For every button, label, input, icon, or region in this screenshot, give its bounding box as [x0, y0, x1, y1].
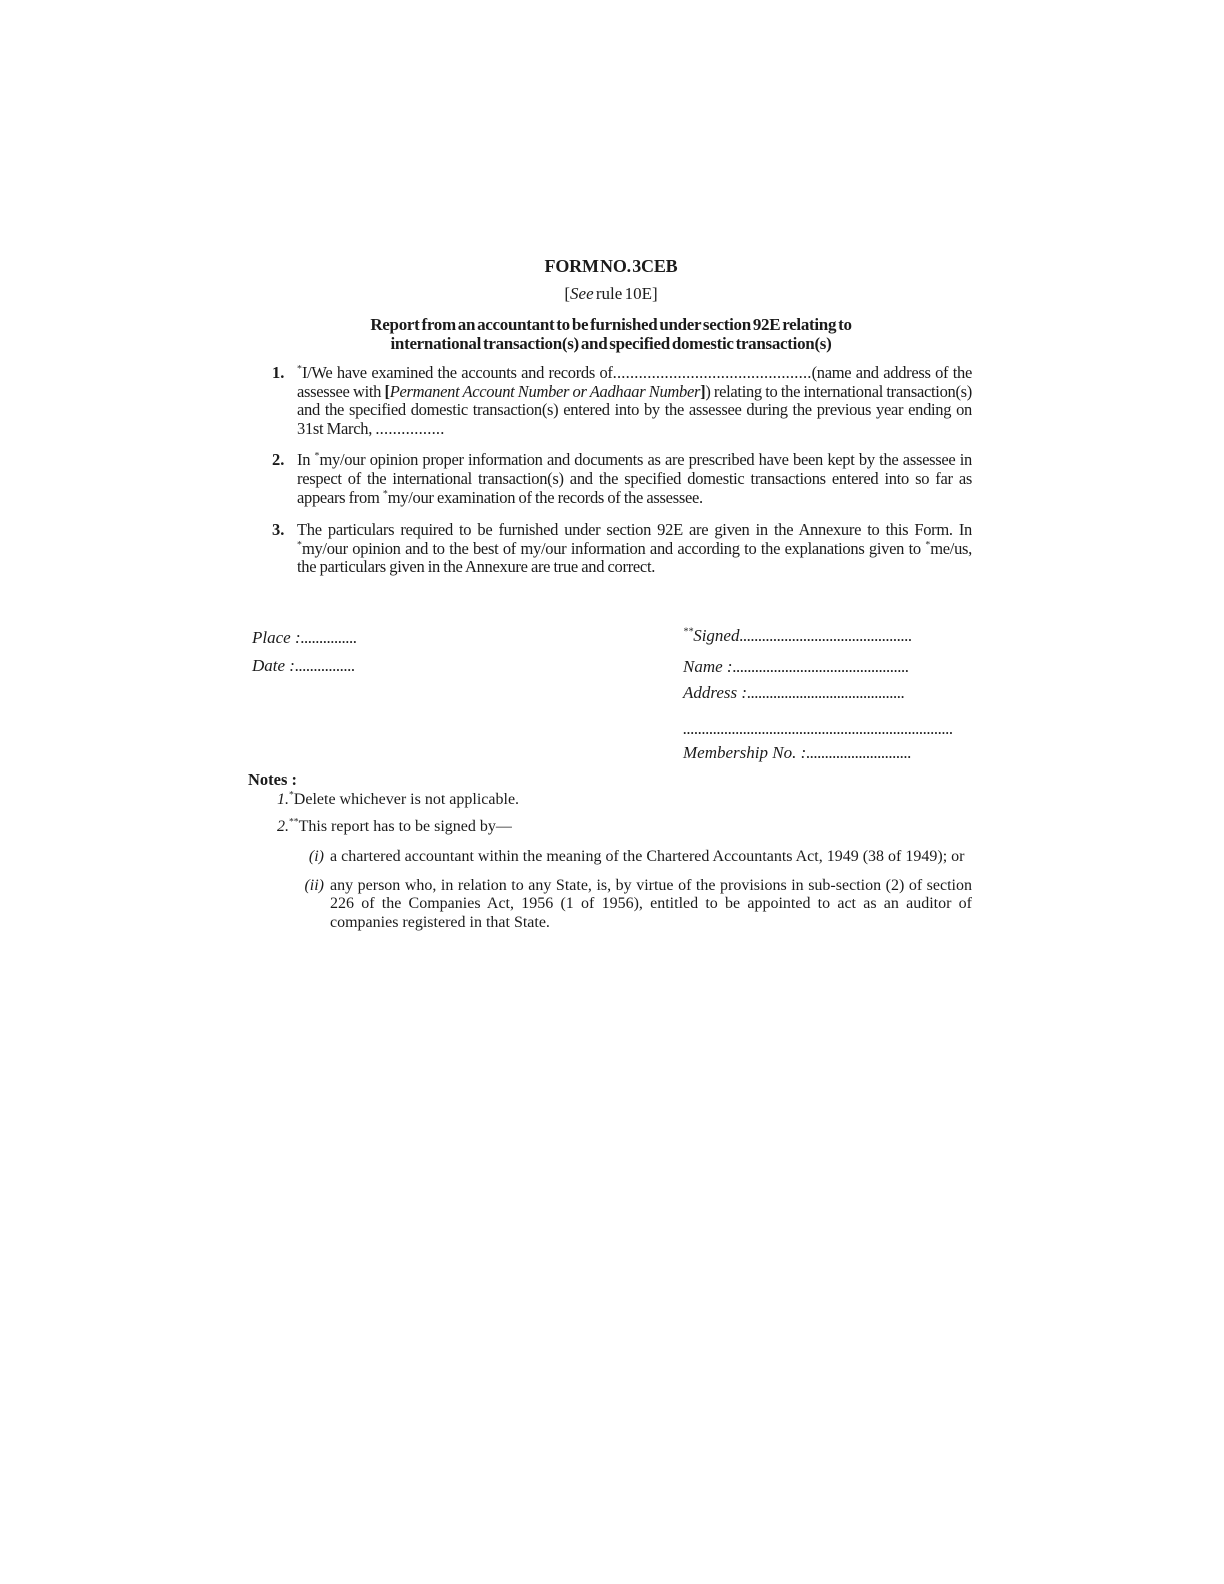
clause-2-number: 2.	[272, 450, 285, 470]
note-1	[250, 791, 972, 810]
place-date-block	[252, 628, 357, 684]
membership-label: Membership No. :	[683, 742, 807, 762]
clause-1-part-3: ) relating to the international transaction(s) and the specified domestic transaction(s) entered into by the assessee during the previous year ending on 31st March,	[297, 381, 972, 438]
asterisk-marker: *	[382, 488, 388, 500]
square-bracket-open: [	[384, 381, 390, 401]
signatory-block	[683, 625, 972, 763]
clause-3-part-3: me/us, the particulars given in the Annexure are true and correct.	[297, 538, 972, 577]
clause-1-part-1: I/We have examined the accounts and records of	[301, 363, 613, 382]
note-2-number: 2.	[277, 817, 289, 835]
name-blank: ...............................................	[732, 656, 909, 676]
clause-3	[250, 521, 972, 577]
rule-reference	[250, 284, 972, 304]
notes-section	[250, 770, 972, 933]
clause-1-part-2: (name and address of the assessee with	[297, 363, 972, 401]
clause-1-number: 1.	[272, 363, 285, 382]
clause-1-text	[297, 364, 972, 438]
form-3ceb-document	[250, 256, 972, 933]
clause-2	[250, 451, 972, 507]
clause-3-number: 3.	[272, 520, 285, 540]
form-heading	[250, 316, 972, 353]
pan-aadhaar-italic: Permanent Account Number or Aadhaar Number	[389, 381, 701, 401]
signed-row	[683, 625, 972, 646]
membership-row	[683, 742, 972, 763]
clause-2-part-2: my/our opinion proper information and documents as are prescribed have been kept by the assessee in respect of the international transaction(s) and the specified domestic transactions entered into so far as appears from	[297, 450, 972, 507]
signature-block	[250, 625, 972, 763]
clause-3-text	[297, 521, 972, 577]
address-continuation-blank: ........................................................................	[683, 718, 953, 738]
rule-see-word: See	[570, 284, 594, 303]
double-asterisk-marker: **	[683, 626, 694, 638]
clause-3-part-1: The particulars required to be furnished under section 92E are given in the Annexure to this Form. In	[297, 520, 972, 540]
year-blank: ................	[375, 418, 445, 438]
name-address-blank: ..............................................	[612, 363, 812, 382]
place-row	[252, 628, 357, 656]
date-blank: ................	[294, 655, 355, 675]
asterisk-marker: *	[925, 539, 931, 551]
asterisk-marker: *	[314, 450, 320, 462]
signed-blank: ..............................................	[739, 625, 912, 645]
heading-line-1: Report from an accountant to be furnished under section 92E relating to	[370, 315, 852, 334]
address-row	[683, 682, 972, 703]
note-2-sub-i	[250, 848, 972, 867]
name-label: Name :	[683, 656, 733, 676]
date-label: Date :	[252, 655, 295, 675]
address-continuation-row	[683, 718, 972, 739]
clause-2-part-3: my/our examination of the records of the assessee.	[387, 487, 703, 507]
sub-ii-text: any person who, in relation to any State, is, by virtue of the provisions in sub-section (2) of section 226 of the Companies Act, 1956 (1 of 1956), entitled to be appointed to act as an auditor of companies registered in that State.	[330, 876, 972, 931]
clause-3-part-2: my/our opinion and to the best of my/our information and according to the explanations given to	[301, 538, 926, 558]
membership-blank: ............................	[806, 742, 912, 762]
square-bracket-close: ]	[700, 381, 706, 401]
sub-i-number: (i)	[308, 848, 324, 866]
heading-line-2: international transaction(s) and specified domestic transaction(s)	[390, 333, 832, 353]
rule-open-bracket: [	[564, 284, 571, 303]
address-blank: ..........................................	[747, 682, 905, 702]
asterisk-marker: *	[289, 789, 294, 801]
form-title: FORM NO. 3CEB	[544, 256, 678, 276]
sub-i-text: a chartered accountant within the meaning of the Chartered Accountants Act, 1949 (38 of 1949); or	[330, 848, 965, 866]
double-asterisk-marker: **	[289, 816, 299, 828]
place-blank: ...............	[300, 627, 357, 647]
note-2-sub-ii	[250, 877, 972, 933]
note-1-number: 1.	[277, 790, 289, 808]
asterisk-marker: *	[297, 363, 302, 375]
note-2-text	[289, 818, 972, 837]
note-1-text	[289, 791, 972, 810]
note-2	[250, 818, 972, 837]
signed-label: Signed	[693, 625, 740, 645]
clause-1	[250, 364, 972, 438]
address-label: Address :	[683, 682, 748, 702]
sub-ii-number: (ii)	[304, 876, 324, 894]
clause-2-part-1: In	[297, 450, 315, 470]
note-2-body: This report has to be signed by—	[298, 817, 512, 835]
place-label: Place :	[252, 627, 301, 647]
notes-header: Notes :	[248, 769, 298, 789]
asterisk-marker: *	[297, 539, 302, 551]
name-row	[683, 656, 972, 677]
clause-2-text	[297, 451, 972, 507]
date-row	[252, 656, 357, 684]
note-1-body: Delete whichever is not applicable.	[293, 790, 520, 808]
rule-text: rule 10E]	[593, 284, 658, 303]
